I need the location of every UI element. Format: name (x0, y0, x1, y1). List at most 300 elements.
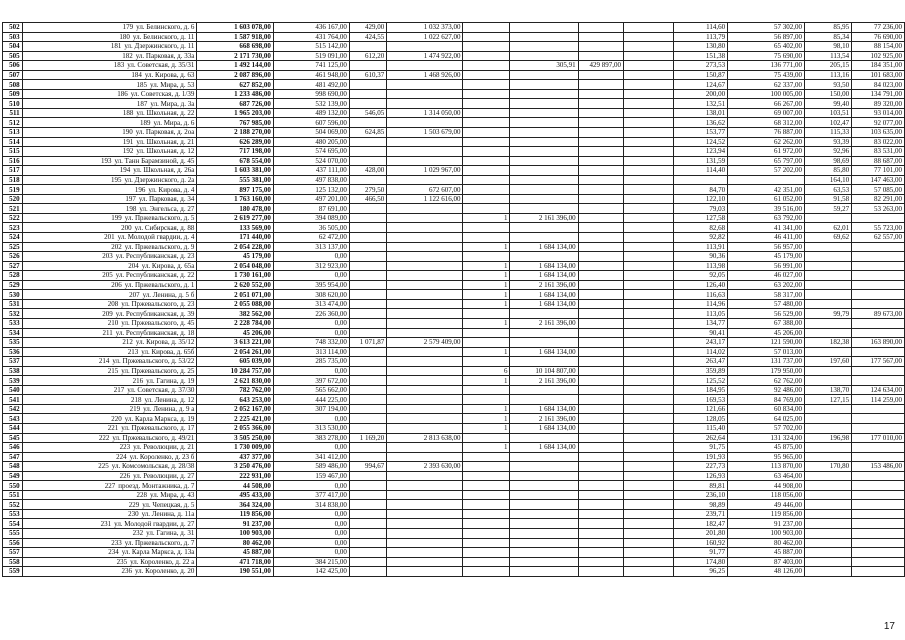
value-cell (804, 452, 851, 462)
table-row (3, 519, 905, 529)
address-text: ул. Школьная, д. 26а (133, 166, 195, 175)
value-cell: 2 161 396,00 (510, 414, 578, 424)
value-cell: 92 486,00 (728, 385, 805, 395)
value-cell: 63 792,00 (728, 213, 805, 223)
value-cell: 279,50 (349, 185, 386, 195)
value-cell: 170,80 (804, 462, 851, 472)
value-cell (578, 23, 623, 33)
table-row (3, 194, 905, 204)
address-text: ул. Карла Маркса, д. 19 (124, 414, 195, 423)
value-cell (349, 42, 386, 52)
value-cell: 116,63 (674, 290, 728, 300)
value-cell (510, 528, 578, 538)
value-cell (578, 509, 623, 519)
value-cell (349, 213, 386, 223)
value-cell: 1 (463, 271, 510, 281)
value-cell: 98,69 (804, 156, 851, 166)
value-cell: 151,38 (674, 51, 728, 61)
value-cell: 103,51 (804, 108, 851, 118)
address-cell (22, 32, 197, 42)
value-cell (623, 338, 673, 348)
value-cell: 119 856,00 (728, 509, 805, 519)
value-cell: 565 662,00 (273, 385, 349, 395)
value-cell: 113,16 (804, 70, 851, 80)
value-cell (510, 538, 578, 548)
sub-number: 223 (119, 443, 131, 452)
value-cell (387, 509, 463, 519)
value-cell (623, 290, 673, 300)
value-cell: 313 137,00 (273, 242, 349, 252)
value-cell (510, 385, 578, 395)
value-cell: 504 069,00 (273, 128, 349, 138)
value-cell (578, 423, 623, 433)
value-cell: 61 052,00 (728, 194, 805, 204)
sub-number: 229 (128, 500, 140, 509)
value-cell (623, 89, 673, 99)
address-cell (22, 500, 197, 510)
value-cell (510, 166, 578, 176)
address-cell (22, 318, 197, 328)
value-cell (387, 328, 463, 338)
value-cell (510, 185, 578, 195)
row-number: 539 (3, 376, 23, 386)
value-cell (578, 137, 623, 147)
value-cell (804, 423, 851, 433)
value-cell: 163 890,00 (852, 338, 905, 348)
value-cell: 2 055 088,00 (197, 299, 274, 309)
value-cell: 75 439,00 (728, 70, 805, 80)
value-cell: 62 557,00 (852, 233, 905, 243)
value-cell: 56 957,00 (728, 242, 805, 252)
value-cell (463, 128, 510, 138)
value-cell (510, 194, 578, 204)
value-cell (578, 500, 623, 510)
address-text: ул. Ленина, д. 12 (144, 395, 195, 404)
value-cell (623, 318, 673, 328)
value-cell (463, 42, 510, 52)
value-cell (463, 519, 510, 529)
table-row (3, 42, 905, 52)
table-row (3, 23, 905, 33)
value-cell (510, 223, 578, 233)
sub-number: 224 (116, 452, 127, 461)
value-cell (623, 347, 673, 357)
value-cell (623, 548, 673, 558)
address-text: ул. Советская, д. 37/30 (127, 386, 195, 395)
value-cell (349, 61, 386, 71)
value-cell (623, 156, 673, 166)
value-cell: 101 683,00 (852, 70, 905, 80)
sub-number: 232 (132, 529, 144, 538)
value-cell: 91 237,00 (728, 519, 805, 529)
table-row (3, 166, 905, 176)
value-cell (623, 80, 673, 90)
value-cell (510, 548, 578, 558)
row-number: 553 (3, 509, 23, 519)
address-text: ул. Республиканская, д. 18 (115, 328, 195, 337)
value-cell: 77 236,00 (852, 23, 905, 33)
value-cell: 574 695,00 (273, 147, 349, 157)
table-row (3, 99, 905, 109)
value-cell (804, 528, 851, 538)
value-cell (463, 538, 510, 548)
value-cell (623, 414, 673, 424)
value-cell (852, 452, 905, 462)
value-cell: 1 474 922,00 (387, 51, 463, 61)
value-cell (387, 452, 463, 462)
row-number: 506 (3, 61, 23, 71)
value-cell: 62 762,00 (728, 376, 805, 386)
value-cell: 428,00 (349, 166, 386, 176)
value-cell: 497 201,00 (273, 194, 349, 204)
value-cell (623, 242, 673, 252)
value-cell (852, 567, 905, 577)
row-number: 557 (3, 548, 23, 558)
address-cell (22, 404, 197, 414)
page-number: 17 (883, 621, 895, 632)
value-cell: 87 403,00 (728, 557, 805, 567)
value-cell: 1 (463, 299, 510, 309)
value-cell: 767 985,00 (197, 118, 274, 128)
value-cell (578, 252, 623, 262)
row-number: 545 (3, 433, 23, 443)
value-cell: 62 337,00 (728, 80, 805, 90)
value-cell: 236,10 (674, 490, 728, 500)
value-cell: 169,53 (674, 395, 728, 405)
value-cell (510, 481, 578, 491)
value-cell (852, 538, 905, 548)
address-text: ул. Белинского, д. 6 (136, 23, 195, 32)
value-cell: 102 925,00 (852, 51, 905, 61)
value-cell: 57 013,00 (728, 347, 805, 357)
value-cell: 160,92 (674, 538, 728, 548)
value-cell (387, 528, 463, 538)
value-cell: 1 (463, 414, 510, 424)
value-cell (623, 204, 673, 214)
value-cell: 1 029 967,00 (387, 166, 463, 176)
value-cell (463, 357, 510, 367)
value-cell: 147 463,00 (852, 175, 905, 185)
sub-number: 207 (129, 290, 140, 299)
value-cell (387, 423, 463, 433)
address-text: ул. Танн Барамзиной, д. 45 (114, 156, 195, 165)
value-cell (387, 557, 463, 567)
value-cell: 0,00 (273, 252, 349, 262)
address-cell (22, 271, 197, 281)
value-cell: 76 887,00 (728, 128, 805, 138)
value-cell (349, 99, 386, 109)
value-cell: 471 718,00 (197, 557, 274, 567)
value-cell: 103 635,00 (852, 128, 905, 138)
value-cell (578, 213, 623, 223)
table-row (3, 366, 905, 376)
value-cell (349, 471, 386, 481)
table-row (3, 175, 905, 185)
table-row (3, 509, 905, 519)
value-cell: 1 684 134,00 (510, 290, 578, 300)
address-text: ул. Пржевальского, д. 45 (121, 319, 195, 328)
sub-number: 208 (107, 300, 119, 309)
address-cell (22, 290, 197, 300)
row-number: 552 (3, 500, 23, 510)
value-cell (623, 423, 673, 433)
value-cell (623, 147, 673, 157)
value-cell: 115,33 (804, 128, 851, 138)
value-cell: 532 139,00 (273, 99, 349, 109)
value-cell (510, 99, 578, 109)
sub-number: 222 (98, 433, 110, 442)
value-cell: 45 206,00 (728, 328, 805, 338)
value-cell: 182,47 (674, 519, 728, 529)
value-cell: 42 351,00 (728, 185, 805, 195)
value-cell (387, 538, 463, 548)
address-text: ул. Пржевальского, д. 25 (121, 366, 195, 375)
value-cell (349, 328, 386, 338)
row-number: 503 (3, 32, 23, 42)
row-number: 556 (3, 538, 23, 548)
row-number: 527 (3, 261, 23, 271)
value-cell (349, 376, 386, 386)
value-cell: 3 250 476,00 (197, 462, 274, 472)
row-number: 551 (3, 490, 23, 500)
address-text: ул. Парковая, д. 34 (138, 195, 195, 204)
value-cell (578, 538, 623, 548)
value-cell: 56 529,00 (728, 309, 805, 319)
address-text: ул. Комсомольская, д. 28/38 (111, 462, 195, 471)
value-cell: 184,95 (674, 385, 728, 395)
value-cell (578, 108, 623, 118)
address-text: ул. Кирова, д. 65б (141, 347, 195, 356)
table-row (3, 185, 905, 195)
value-cell: 66 267,00 (728, 99, 805, 109)
value-cell: 2 054 261,00 (197, 347, 274, 357)
value-cell: 0,00 (273, 271, 349, 281)
value-cell (804, 471, 851, 481)
value-cell (349, 252, 386, 262)
sub-number: 227 (104, 481, 116, 490)
value-cell: 741 125,00 (273, 61, 349, 71)
address-text: ул. Короленко, д. 23 б (129, 452, 195, 461)
value-cell (387, 366, 463, 376)
value-cell: 1 071,87 (349, 338, 386, 348)
address-cell (22, 233, 197, 243)
value-cell (804, 500, 851, 510)
value-cell: 589 486,00 (273, 462, 349, 472)
value-cell (387, 548, 463, 558)
row-number: 508 (3, 80, 23, 90)
value-cell (852, 261, 905, 271)
value-cell: 85,80 (804, 166, 851, 176)
value-cell: 93 014,00 (852, 108, 905, 118)
address-text: ул. Белинского, д. 11 (132, 32, 195, 41)
value-cell: 84 769,00 (728, 395, 805, 405)
value-cell: 126,40 (674, 280, 728, 290)
value-cell (578, 175, 623, 185)
table-row (3, 118, 905, 128)
value-cell: 489 132,00 (273, 108, 349, 118)
value-cell (804, 538, 851, 548)
value-cell (578, 51, 623, 61)
value-cell: 313 530,00 (273, 423, 349, 433)
value-cell: 57 202,00 (728, 166, 805, 176)
value-cell (578, 280, 623, 290)
value-cell: 377 417,00 (273, 490, 349, 500)
value-cell: 93,50 (804, 80, 851, 90)
value-cell: 65 402,00 (728, 42, 805, 52)
sub-number: 184 (131, 71, 142, 79)
value-cell: 91 237,00 (197, 519, 274, 529)
row-number: 528 (3, 271, 23, 281)
sub-number: 193 (100, 156, 112, 165)
value-cell (510, 357, 578, 367)
value-cell: 748 332,00 (273, 338, 349, 348)
sub-number: 201 (104, 233, 115, 242)
value-cell: 58 317,00 (728, 290, 805, 300)
table-row (3, 500, 905, 510)
value-cell: 57 302,00 (728, 23, 805, 33)
address-cell (22, 252, 197, 262)
value-cell (623, 166, 673, 176)
value-cell: 0,00 (273, 538, 349, 548)
value-cell (349, 299, 386, 309)
value-cell (623, 385, 673, 395)
value-cell (623, 538, 673, 548)
value-cell (578, 557, 623, 567)
address-cell (22, 509, 197, 519)
row-number: 529 (3, 280, 23, 290)
value-cell: 1 965 203,00 (197, 108, 274, 118)
address-text: ул. Чепецкая, д. 5 (142, 500, 195, 509)
value-cell: 0,00 (273, 366, 349, 376)
value-cell: 57 085,00 (852, 185, 905, 195)
value-cell: 191,93 (674, 452, 728, 462)
value-cell: 687 726,00 (197, 99, 274, 109)
row-number: 550 (3, 481, 23, 491)
table-row (3, 108, 905, 118)
value-cell (852, 519, 905, 529)
value-cell: 87 691,00 (273, 204, 349, 214)
value-cell (623, 185, 673, 195)
address-cell (22, 280, 197, 290)
value-cell (387, 490, 463, 500)
row-number: 536 (3, 347, 23, 357)
value-cell: 429,00 (349, 23, 386, 33)
value-cell (387, 89, 463, 99)
value-cell (463, 462, 510, 472)
value-cell (578, 490, 623, 500)
value-cell (852, 443, 905, 453)
address-cell (22, 175, 197, 185)
value-cell: 1 730 009,00 (197, 443, 274, 453)
value-cell: 2 619 277,00 (197, 213, 274, 223)
value-cell (852, 242, 905, 252)
value-cell: 262,64 (674, 433, 728, 443)
value-cell: 62 262,00 (728, 137, 805, 147)
value-cell: 555 381,00 (197, 175, 274, 185)
address-cell (22, 51, 197, 61)
value-cell (349, 385, 386, 395)
value-cell: 0,00 (273, 519, 349, 529)
value-cell: 159 467,00 (273, 471, 349, 481)
sub-number: 213 (127, 347, 139, 356)
value-cell: 201,80 (674, 528, 728, 538)
address-cell (22, 490, 197, 500)
value-cell: 424,55 (349, 32, 386, 42)
address-cell (22, 548, 197, 558)
table-row (3, 61, 905, 71)
address-text: ул. Кирова, д. 65а (141, 261, 195, 270)
sub-number: 196 (134, 185, 146, 194)
value-cell (804, 242, 851, 252)
value-cell (463, 204, 510, 214)
table-row (3, 433, 905, 443)
value-cell (349, 118, 386, 128)
value-cell: 2 054 048,00 (197, 261, 274, 271)
address-cell (22, 338, 197, 348)
value-cell (510, 328, 578, 338)
value-cell: 519 091,00 (273, 51, 349, 61)
row-number: 554 (3, 519, 23, 529)
value-cell (387, 567, 463, 577)
value-cell: 226 360,00 (273, 309, 349, 319)
value-cell (623, 471, 673, 481)
address-cell (22, 156, 197, 166)
address-cell (22, 414, 197, 424)
value-cell: 481 492,00 (273, 80, 349, 90)
row-number: 544 (3, 423, 23, 433)
value-cell: 171 440,00 (197, 233, 274, 243)
value-cell: 308 620,00 (273, 290, 349, 300)
sub-number: 209 (102, 309, 113, 318)
value-cell (510, 137, 578, 147)
address-cell (22, 194, 197, 204)
address-cell (22, 462, 197, 472)
table-row (3, 404, 905, 414)
sub-number: 200 (121, 223, 132, 232)
row-number: 555 (3, 528, 23, 538)
value-cell (804, 376, 851, 386)
sub-number: 198 (125, 204, 137, 213)
address-text: ул. Мира, д. 43 (150, 491, 195, 500)
row-number: 518 (3, 175, 23, 185)
value-cell (349, 147, 386, 157)
address-text: проезд. Монтажника, д. 7 (118, 481, 195, 490)
value-cell (510, 118, 578, 128)
value-cell (510, 89, 578, 99)
table-row (3, 414, 905, 424)
value-cell (578, 366, 623, 376)
value-cell (804, 443, 851, 453)
row-number: 511 (3, 108, 23, 118)
value-cell (463, 61, 510, 71)
value-cell: 100 903,00 (197, 528, 274, 538)
value-cell (623, 137, 673, 147)
sub-number: 221 (107, 424, 119, 433)
address-text: ул. Парковая, д. 33а (135, 51, 195, 60)
value-cell: 53 263,00 (852, 204, 905, 214)
value-cell (349, 89, 386, 99)
sub-number: 235 (116, 557, 128, 566)
value-cell (387, 471, 463, 481)
value-cell: 84 023,00 (852, 80, 905, 90)
value-cell (510, 156, 578, 166)
value-cell: 136 771,00 (728, 61, 805, 71)
value-cell: 0,00 (273, 528, 349, 538)
value-cell: 63 464,00 (728, 471, 805, 481)
sub-number: 214 (98, 357, 110, 366)
value-cell (349, 538, 386, 548)
value-cell: 610,37 (349, 70, 386, 80)
